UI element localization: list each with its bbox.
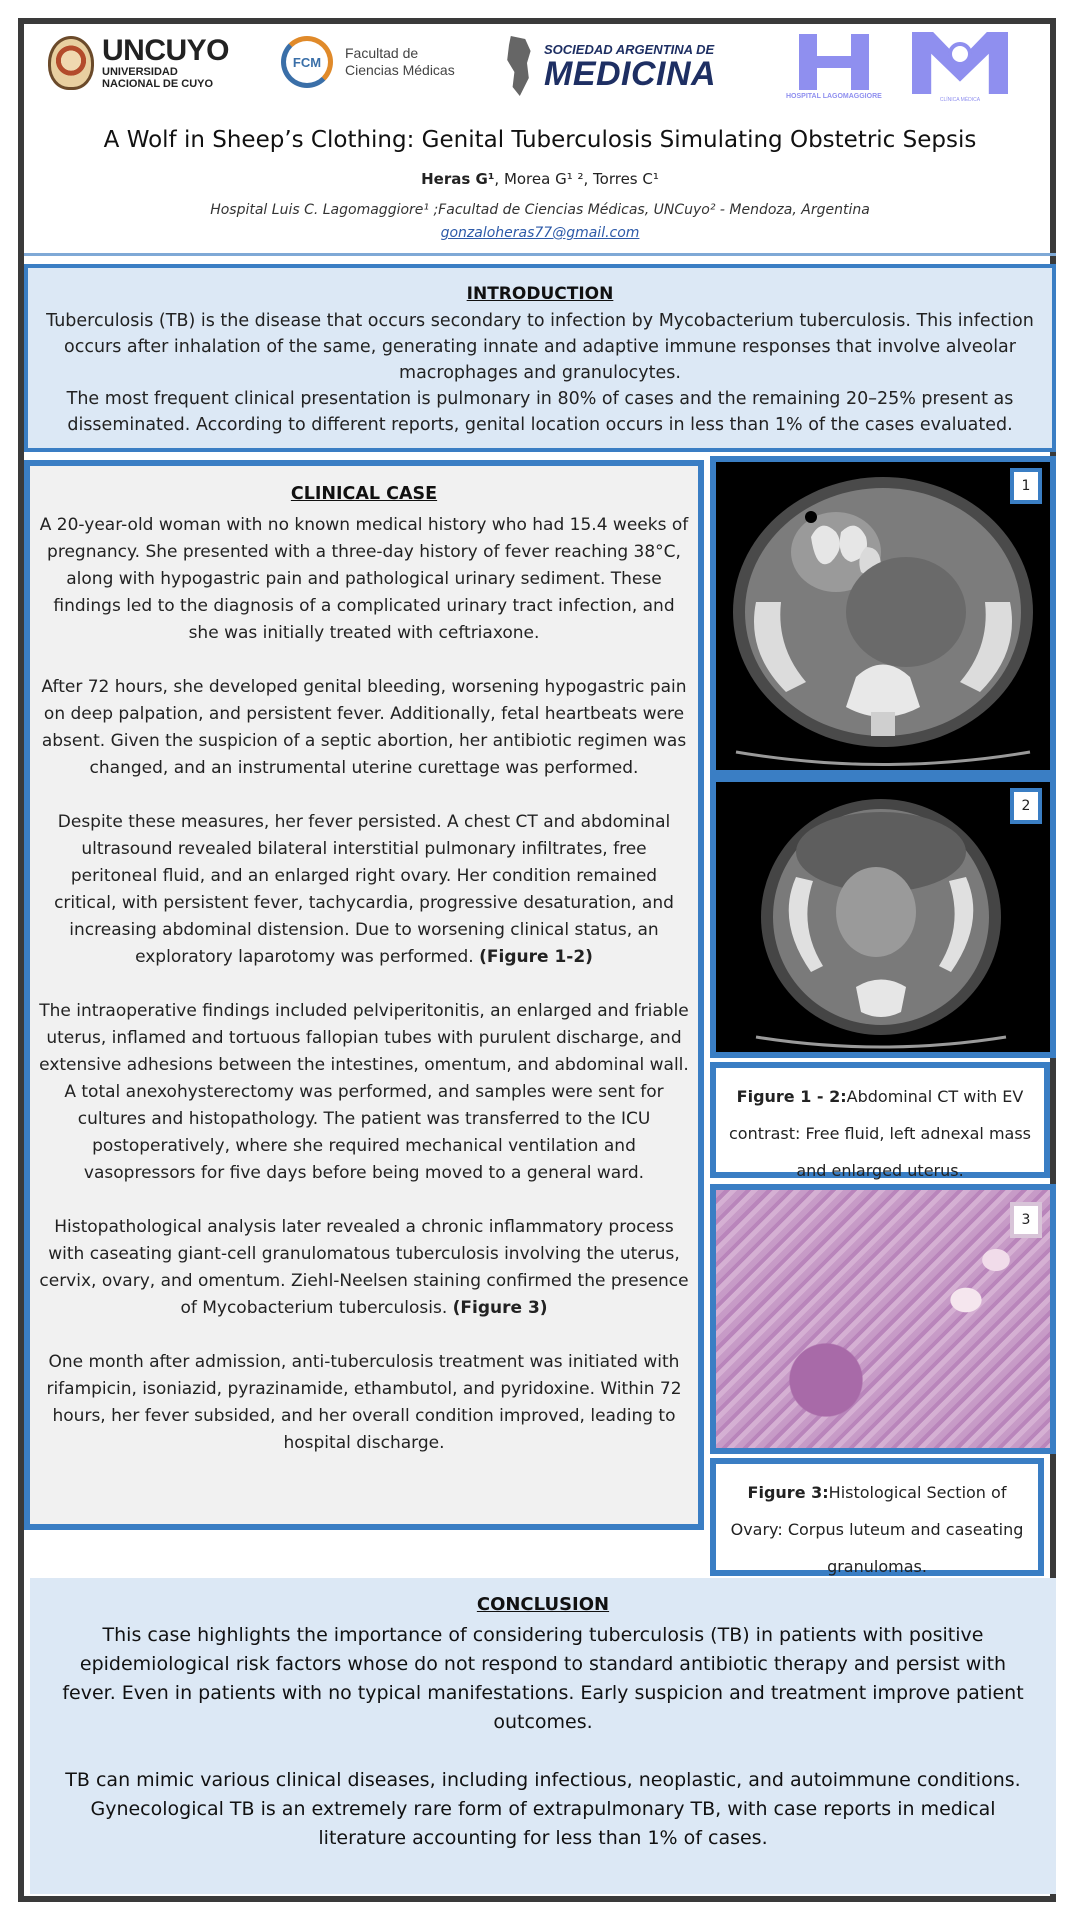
hospital-h-icon bbox=[799, 34, 869, 90]
figure-2-badge: 2 bbox=[1010, 788, 1042, 824]
case-paragraph-1: A 20-year-old woman with no known medical history who had 15.4 weeks of pregnancy. She presented with a three-day history of fever reaching 38°C, along with hypogastric pain and pathological urinary sediment. These findings led to the diagnosis of a complicated urinary tract infection, and she was initially treated with ceftriaxone. bbox=[39, 515, 689, 643]
figure-1-2-caption-text: Abdominal CT with EV contrast: Free fluid, left adnexal mass and enlarged uterus. bbox=[728, 1087, 1032, 1180]
uncuyo-line1: UNIVERSIDAD bbox=[102, 66, 178, 78]
affiliation: Hospital Luis C. Lagomaggiore¹ ;Facultad de Ciencias Médicas, UNCuyo² - Mendoza, Argentina bbox=[210, 202, 870, 218]
case-paragraph-2: After 72 hours, she developed genital bleeding, worsening hypogastric pain on deep palpation, and persistent fever. Additionally, fetal heartbeats were absent. Given the suspicion of a septic abortion, her antibiotic regimen was changed, and an instrumental uterine curettage was performed. bbox=[41, 677, 687, 778]
authors bbox=[24, 170, 1056, 188]
ct-scan-image-2 bbox=[710, 776, 1056, 1058]
conclusion-heading: CONCLUSION bbox=[476, 1594, 610, 1615]
sam-line2: MEDICINA bbox=[544, 54, 717, 93]
lead-author: Heras G¹ bbox=[421, 170, 495, 188]
clinica-caption: CLÍNICA MÉDICA bbox=[939, 97, 981, 103]
poster-title: A Wolf in Sheep’s Clothing: Genital Tuberculosis Simulating Obstetric Sepsis bbox=[103, 127, 977, 153]
fcm-circle-icon: FCM bbox=[281, 36, 333, 88]
uncuyo-logo bbox=[48, 36, 229, 90]
case-paragraph-5-text: Histopathological analysis later revealed a chronic inflammatory process with caseating giant-cell granulomatous tuberculosis involving the uterus, cervix, ovary, and omentum. Ziehl-Neelsen staining confirmed the presence of Mycobacterium tuberculosis. bbox=[39, 1217, 689, 1318]
figure-3-caption-text: Histological Section of Ovary: Corpus luteum and caseating granulomas. bbox=[730, 1483, 1024, 1576]
figure-3-badge: 3 bbox=[1010, 1202, 1042, 1238]
introduction-section bbox=[24, 264, 1056, 452]
conclusion-paragraph-1: This case highlights the importance of considering tuberculosis (TB) in patients with positive epidemiological risk factors whose do not respond to standard antibiotic therapy and persist with fever. Even in patients with no typical manifestations. Early suspicion and treatment improve patient outcomes. bbox=[62, 1624, 1024, 1733]
figure-3-caption bbox=[710, 1458, 1044, 1576]
uncuyo-line2: NACIONAL DE CUYO bbox=[102, 78, 214, 90]
logo-row bbox=[24, 24, 1056, 124]
university-seal-icon bbox=[48, 36, 94, 90]
case-paragraph-5 bbox=[38, 1214, 690, 1322]
introduction-paragraph-2: The most frequent clinical presentation is pulmonary in 80% of cases and the remaining 20–25% present as disseminated. According to different reports, genital location occurs in less than 1% of the cases evaluated. bbox=[66, 389, 1014, 435]
ct-scan-image-1 bbox=[710, 456, 1056, 776]
introduction-heading: INTRODUCTION bbox=[466, 284, 614, 304]
figure-1-2-reference: (Figure 1-2) bbox=[479, 947, 593, 967]
co-authors: , Morea G¹ ², Torres C¹ bbox=[494, 170, 659, 188]
fcm-logo bbox=[281, 36, 455, 88]
figure-3-reference: (Figure 3) bbox=[452, 1298, 548, 1318]
figure-1-2-caption bbox=[710, 1062, 1050, 1178]
histology-image bbox=[710, 1184, 1056, 1454]
header-divider bbox=[24, 253, 1056, 256]
case-paragraph-3 bbox=[38, 809, 690, 971]
hospital-logo bbox=[786, 34, 882, 100]
case-paragraph-6: One month after admission, anti-tuberculosis treatment was initiated with rifampicin, isoniazid, pyrazinamide, ethambutol, and pyridoxine. Within 72 hours, her fever subsided, and her overall condition improved, leading to hospital discharge. bbox=[46, 1352, 682, 1453]
ct-scan-2-drawing bbox=[716, 782, 1050, 1052]
clinica-m-icon bbox=[912, 32, 1008, 94]
clinical-case-heading: CLINICAL CASE bbox=[290, 484, 438, 504]
conclusion-paragraph-2: TB can mimic various clinical diseases, including infectious, neoplastic, and autoimmune conditions. Gynecological TB is an extremely rare form of extrapulmonary TB, with case reports in medical literature accounting for less than 1% of cases. bbox=[65, 1769, 1021, 1849]
introduction-paragraph-1: Tuberculosis (TB) is the disease that occurs secondary to infection by Mycobacterium tuberculosis. This infection occurs after inhalation of the same, generating innate and adaptive immune responses that involve alveolar macrophages and granulocytes. bbox=[46, 311, 1034, 383]
sam-line1: SOCIEDAD ARGENTINA DE bbox=[544, 41, 715, 57]
clinical-case-section bbox=[24, 460, 704, 1530]
figure-1-2-caption-label: Figure 1 - 2: bbox=[736, 1087, 847, 1106]
clinica-medica-logo bbox=[912, 32, 1008, 103]
argentina-map-icon bbox=[500, 36, 536, 96]
fcm-line2: Ciencias Médicas bbox=[345, 62, 455, 78]
case-paragraph-3-text: Despite these measures, her fever persisted. A chest CT and abdominal ultrasound revealed bilateral interstitial pulmonary infiltrates, free peritoneal fluid, and an enlarged right ovary. Her condition remained critical, with persistent fever, tachycardia, progressive desaturation, and increasing abdominal distension. Due to worsening clinical status, an exploratory laparotomy was performed. bbox=[54, 812, 674, 967]
sam-logo bbox=[500, 36, 716, 96]
figure-3-caption-label: Figure 3: bbox=[747, 1483, 829, 1502]
contact-email-link[interactable]: gonzaloheras77@gmail.com bbox=[440, 225, 640, 241]
fcm-line1: Facultad de bbox=[345, 45, 419, 61]
uncuyo-name: UNCUYO bbox=[102, 34, 230, 67]
figure-1-badge: 1 bbox=[1010, 468, 1042, 504]
hospital-caption: HOSPITAL LAGOMAGGIORE bbox=[786, 93, 882, 100]
case-paragraph-4: The intraoperative findings included pelviperitonitis, an enlarged and friable uterus, inflamed and tortuous fallopian tubes with purulent discharge, and extensive adhesions between the intestines, omentum, and abdominal wall. A total anexohysterectomy was performed, and samples were sent for cultures and histopathology. The patient was transferred to the ICU postoperatively, where she required mechanical ventilation and vasopressors for five days before being moved to a general ward. bbox=[39, 1001, 689, 1183]
ct-scan-1-drawing bbox=[716, 462, 1050, 770]
conclusion-section bbox=[30, 1578, 1056, 1894]
